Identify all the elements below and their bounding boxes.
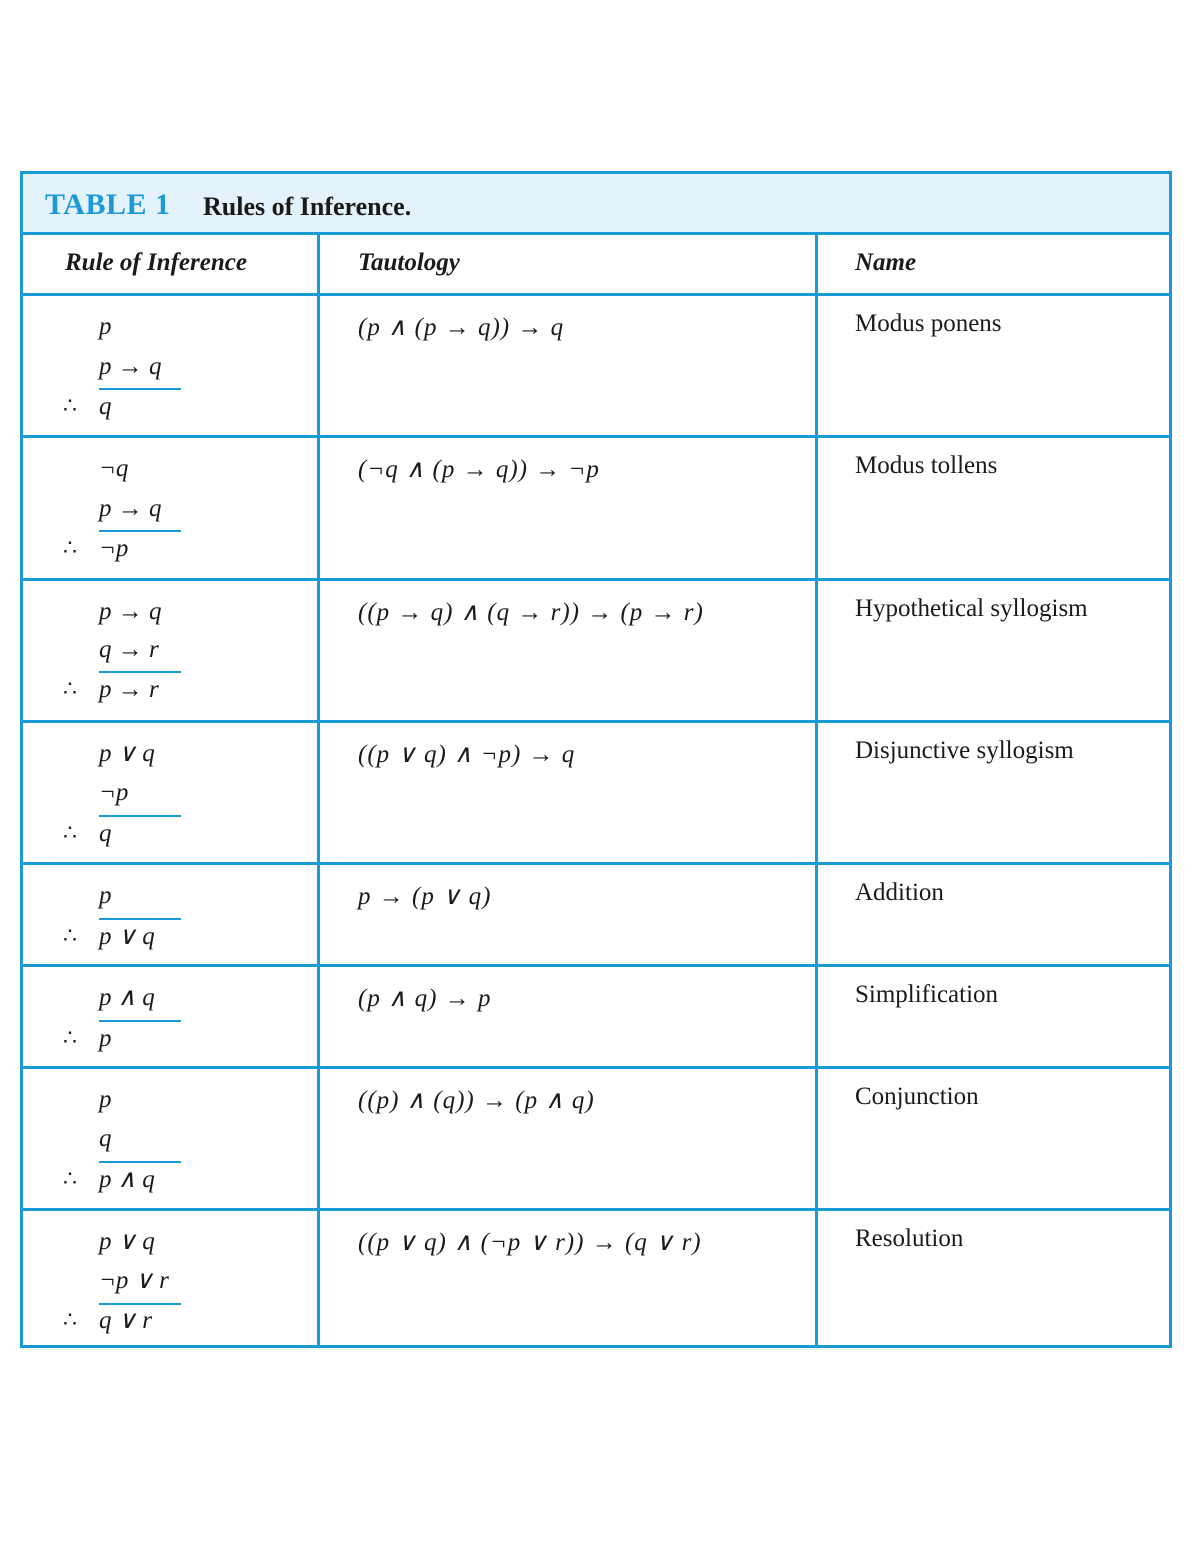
conclusion: p ∧ q: [99, 1166, 155, 1193]
tautology: ((p → q) ∧ (q → r)) → (p → r): [358, 599, 704, 626]
premise: ¬p: [99, 779, 129, 806]
conclusion-line: [99, 671, 181, 673]
conclusion: q: [99, 820, 112, 847]
table-row: [23, 581, 1169, 720]
therefore-symbol: ∴: [63, 677, 77, 702]
tautology: ((p ∨ q) ∧ ¬p) → q: [358, 741, 576, 768]
premise: p ∧ q: [99, 984, 155, 1011]
tautology: (p ∧ q) → p: [358, 985, 492, 1012]
tautology: ((p) ∧ (q)) → (p ∧ q): [358, 1087, 595, 1114]
rule-of-inference-cell: [23, 723, 317, 862]
rule-name: Resolution: [855, 1225, 964, 1252]
rule-of-inference-cell: [23, 1211, 317, 1345]
premise: p → q: [99, 495, 162, 522]
therefore-symbol: ∴: [63, 536, 77, 561]
rule-of-inference-cell: [23, 296, 317, 435]
conclusion: p → r: [99, 676, 159, 703]
premise: p: [99, 313, 112, 340]
premise: p ∨ q: [99, 740, 155, 767]
table-row: [23, 1211, 1169, 1345]
therefore-symbol: ∴: [63, 1308, 77, 1333]
conclusion-line: [99, 530, 181, 532]
table-row: [23, 967, 1169, 1066]
premise: ¬q: [99, 455, 129, 482]
rule-name: Disjunctive syllogism: [855, 737, 1074, 764]
rule-name: Simplification: [855, 981, 999, 1008]
conclusion-line: [99, 1303, 181, 1305]
premise: q → r: [99, 636, 159, 663]
premise: ¬p ∨ r: [99, 1267, 169, 1294]
rule-of-inference-cell: [23, 967, 317, 1066]
premise: p: [99, 1086, 112, 1113]
rule-name: Addition: [855, 879, 944, 906]
table-caption-title: Rules of Inference.: [203, 192, 412, 221]
table-caption: [23, 174, 1169, 235]
header-name: Name: [855, 249, 917, 276]
rule-of-inference-cell: [23, 865, 317, 964]
premise: q: [99, 1125, 112, 1152]
therefore-symbol: ∴: [63, 924, 77, 949]
conclusion: q: [99, 393, 112, 420]
rule-name: Modus tollens: [855, 452, 998, 479]
table-row: [23, 865, 1169, 964]
conclusion-line: [99, 918, 181, 920]
tautology: (¬q ∧ (p → q)) → ¬p: [358, 456, 600, 483]
conclusion-line: [99, 388, 181, 390]
rule-name: Modus ponens: [855, 310, 1002, 337]
tautology: p → (p ∨ q): [358, 883, 492, 910]
rule-name: Hypothetical syllogism: [855, 595, 1088, 622]
rule-of-inference-cell: [23, 1069, 317, 1208]
therefore-symbol: ∴: [63, 394, 77, 419]
table-caption-label: TABLE 1: [45, 188, 171, 221]
table-row: [23, 1069, 1169, 1208]
conclusion: p: [99, 1025, 112, 1052]
therefore-symbol: ∴: [63, 1167, 77, 1192]
header-rule-of-inference: Rule of Inference: [65, 249, 247, 276]
tautology: (p ∧ (p → q)) → q: [358, 314, 565, 341]
table-row: [23, 296, 1169, 435]
rule-of-inference-cell: [23, 438, 317, 578]
conclusion-line: [99, 1161, 181, 1163]
tautology: ((p ∨ q) ∧ (¬p ∨ r)) → (q ∨ r): [358, 1229, 702, 1256]
conclusion-line: [99, 1020, 181, 1022]
conclusion: ¬p: [99, 535, 129, 562]
rules-of-inference-table: [20, 171, 1172, 1348]
premise: p: [99, 882, 112, 909]
rule-of-inference-cell: [23, 581, 317, 720]
header-tautology: Tautology: [358, 249, 460, 276]
table-row: [23, 438, 1169, 578]
premise: p → q: [99, 353, 162, 380]
premise: p ∨ q: [99, 1228, 155, 1255]
premise: p → q: [99, 598, 162, 625]
conclusion-line: [99, 815, 181, 817]
table-row: [23, 723, 1169, 862]
conclusion: q ∨ r: [99, 1307, 153, 1334]
therefore-symbol: ∴: [63, 1026, 77, 1051]
therefore-symbol: ∴: [63, 821, 77, 846]
rule-name: Conjunction: [855, 1083, 979, 1110]
conclusion: p ∨ q: [99, 923, 155, 950]
